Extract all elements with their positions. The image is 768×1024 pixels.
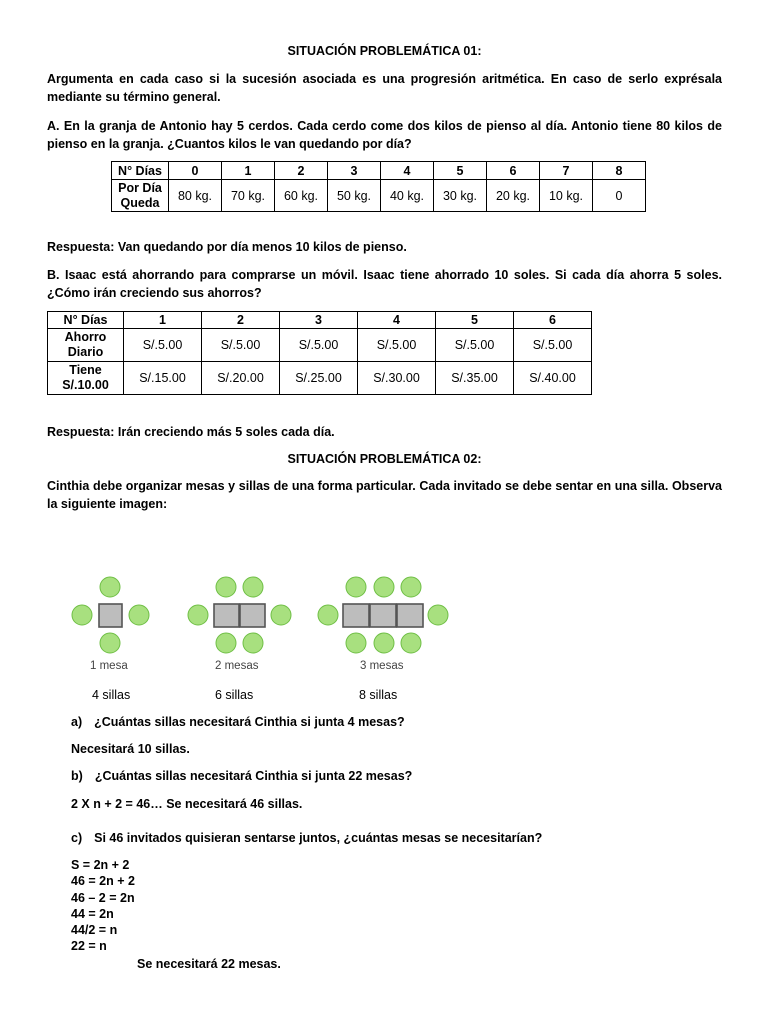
label-line: Ahorro — [64, 330, 107, 344]
sillas-label-2: 6 sillas — [215, 688, 254, 702]
response-b — [47, 423, 722, 441]
chair-icon — [243, 577, 263, 597]
response-text: Irán creciendo más 5 soles cada día. — [114, 425, 335, 439]
chair-icon — [188, 605, 208, 625]
group-3-mesas — [318, 577, 448, 653]
sillas-label-1: 4 sillas — [92, 688, 131, 702]
final-answer: Se necesitará 22 mesas. — [137, 957, 281, 971]
table-b-cell: S/.15.00 — [124, 362, 202, 395]
label-line: Por Día — [118, 180, 162, 195]
chair-icon — [243, 633, 263, 653]
table-b-cell: S/.5.00 — [358, 329, 436, 362]
table-a-cell: 40 kg. — [381, 180, 434, 212]
chair-icon — [100, 633, 120, 653]
chair-icon — [72, 605, 92, 625]
table-a-cell: 60 kg. — [275, 180, 328, 212]
table-a-cell: 7 — [540, 162, 593, 180]
table-a-cell: 8 — [593, 162, 646, 180]
figure-label-3: 3 mesas — [360, 660, 404, 672]
question-b — [71, 769, 412, 783]
label-line: Queda — [120, 195, 160, 210]
table-icon — [240, 604, 265, 627]
chair-icon — [346, 633, 366, 653]
equation-line: S = 2n + 2 — [71, 858, 130, 872]
chair-icon — [216, 633, 236, 653]
question-text: Si 46 invitados quisieran sentarse juntos, ¿cuántas mesas se necesitarían? — [94, 831, 543, 845]
section-1-title: SITUACIÓN PROBLEMÁTICA 01: — [287, 44, 482, 58]
part-b-text: B. Isaac está ahorrando para comprarse un móvil. Isaac tiene ahorrado 10 soles. Si cada día ahorra 5 soles. ¿Cómo irán creciendo sus ahorros? — [47, 268, 722, 300]
response-label: Respuesta: — [47, 240, 115, 254]
table-b-cell: S/.35.00 — [436, 362, 514, 395]
table-b-header-label: N° Días — [48, 312, 124, 329]
label-line: S/.10.00 — [62, 378, 109, 392]
question-marker: c) — [71, 831, 83, 845]
table-icon — [99, 604, 122, 627]
tables-chairs-figure — [47, 573, 467, 683]
equation-line: 44 = 2n — [71, 906, 114, 921]
table-icon — [370, 604, 396, 627]
question-text: ¿Cuántas sillas necesitará Cinthia si junta 22 mesas? — [94, 769, 413, 783]
table-b-cell: 6 — [514, 312, 592, 329]
table-a-cell: 6 — [487, 162, 540, 180]
figure-label-2: 2 mesas — [215, 660, 259, 672]
table-a-cell: 4 — [381, 162, 434, 180]
equation-line: 46 – 2 = 2n — [71, 890, 135, 905]
equations — [71, 857, 135, 955]
table-a-cell: 70 kg. — [222, 180, 275, 212]
group-2-mesas — [188, 577, 291, 653]
chair-icon — [428, 605, 448, 625]
chair-icon — [216, 577, 236, 597]
table-b-cell: S/.5.00 — [280, 329, 358, 362]
question-marker: a) — [71, 715, 83, 729]
table-a-row-label — [112, 180, 169, 212]
part-a-text: A. En la granja de Antonio hay 5 cerdos. Cada cerdo come dos kilos de pienso al día. Antonio tiene 80 kilos de pienso en la granja. ¿Cuantos kilos le van quedando por día? — [47, 119, 722, 151]
chair-icon — [401, 577, 421, 597]
table-a-cell: 10 kg. — [540, 180, 593, 212]
table-a-cell: 0 — [169, 162, 222, 180]
equation-line: 46 = 2n + 2 — [71, 874, 135, 889]
label-line: Tiene — [69, 363, 102, 377]
group-1-mesa — [72, 577, 149, 653]
section-2-title: SITUACIÓN PROBLEMÁTICA 02: — [287, 452, 482, 466]
table-b-cell: S/.20.00 — [202, 362, 280, 395]
section-1-intro: Argumenta en cada caso si la sucesión asociada es una progresión aritmética. En caso de serlo exprésala mediante su término general. — [47, 72, 722, 104]
table-b-cell: 2 — [202, 312, 280, 329]
equation-line: 44/2 = n — [71, 923, 118, 938]
table-a-cell: 0 — [593, 180, 646, 212]
question-a — [71, 715, 405, 729]
chair-icon — [346, 577, 366, 597]
table-b-cell: S/.25.00 — [280, 362, 358, 395]
table-a-cell: 3 — [328, 162, 381, 180]
section-2-intro: Cinthia debe organizar mesas y sillas de una forma particular. Cada invitado se debe sentar en una silla. Observa la siguiente imagen: — [47, 479, 722, 511]
response-label: Respuesta: — [47, 425, 115, 439]
sillas-label-3: 8 sillas — [359, 688, 398, 702]
table-icon — [397, 604, 423, 627]
chair-icon — [129, 605, 149, 625]
table-a — [111, 161, 646, 212]
figure-label-1: 1 mesa — [90, 660, 128, 672]
chair-icon — [100, 577, 120, 597]
table-b-cell: S/.5.00 — [124, 329, 202, 362]
chair-icon — [271, 605, 291, 625]
table-b-cell: 5 — [436, 312, 514, 329]
label-line: Diario — [67, 345, 104, 359]
table-b-cell: S/.5.00 — [514, 329, 592, 362]
response-text: Van quedando por día menos 10 kilos de pienso. — [114, 240, 407, 254]
table-b-cell: 4 — [358, 312, 436, 329]
table-a-cell: 80 kg. — [169, 180, 222, 212]
table-a-cell: 20 kg. — [487, 180, 540, 212]
table-b-cell: S/.40.00 — [514, 362, 592, 395]
table-a-header-label: N° Días — [112, 162, 169, 180]
chair-icon — [374, 577, 394, 597]
table-a-cell: 50 kg. — [328, 180, 381, 212]
table-a-cell: 30 kg. — [434, 180, 487, 212]
question-c — [71, 831, 542, 845]
table-b-cell: 1 — [124, 312, 202, 329]
table-b — [47, 311, 592, 395]
table-a-cell: 2 — [275, 162, 328, 180]
table-b-row-label — [48, 362, 124, 395]
table-a-cell: 1 — [222, 162, 275, 180]
response-a — [47, 238, 722, 256]
table-a-cell: 5 — [434, 162, 487, 180]
table-icon — [343, 604, 369, 627]
table-b-cell: S/.5.00 — [202, 329, 280, 362]
question-marker: b) — [71, 769, 83, 783]
table-b-row-label — [48, 329, 124, 362]
chair-icon — [401, 633, 421, 653]
equation-line: 22 = n — [71, 939, 107, 954]
answer-a: Necesitará 10 sillas. — [71, 742, 190, 756]
table-b-cell: S/.5.00 — [436, 329, 514, 362]
table-b-cell: S/.30.00 — [358, 362, 436, 395]
question-text: ¿Cuántas sillas necesitará Cinthia si junta 4 mesas? — [94, 715, 405, 729]
table-b-cell: 3 — [280, 312, 358, 329]
chair-icon — [318, 605, 338, 625]
chair-icon — [374, 633, 394, 653]
table-icon — [214, 604, 239, 627]
answer-b: 2 X n + 2 = 46… Se necesitará 46 sillas. — [71, 797, 303, 811]
